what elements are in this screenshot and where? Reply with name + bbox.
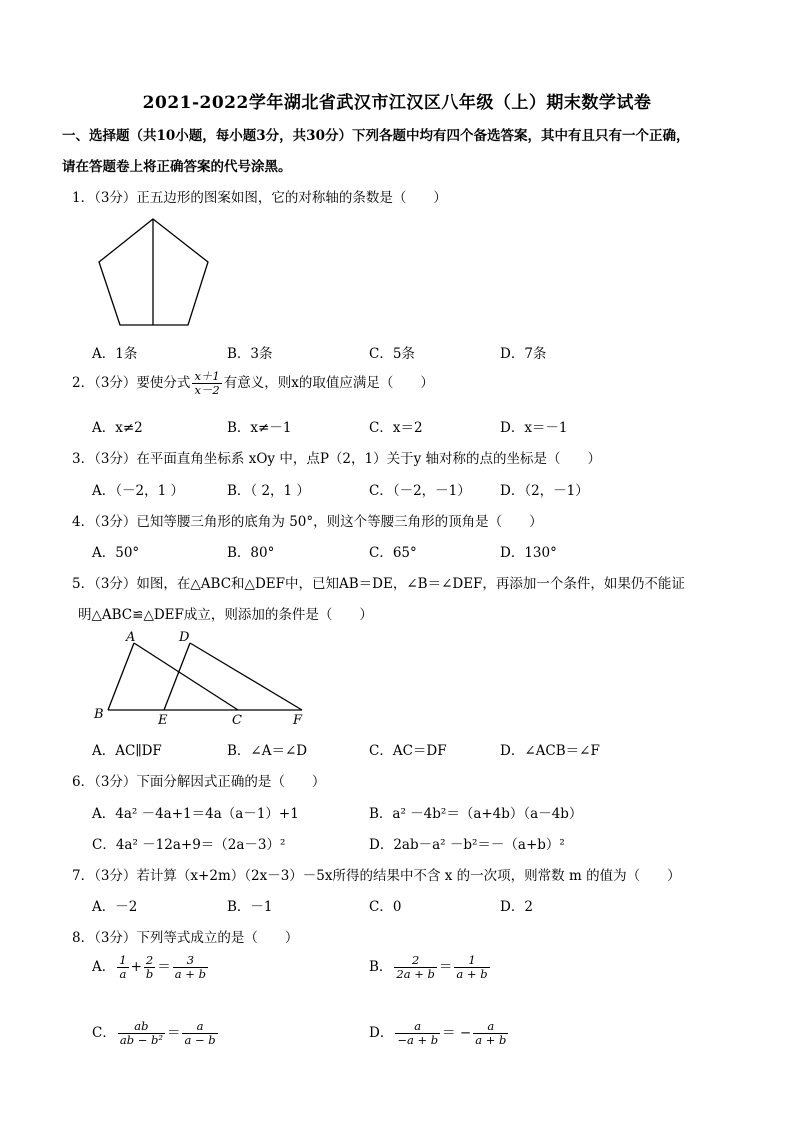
q2-stem-post: 有意义，则x的取值应满足（ ） bbox=[223, 375, 434, 391]
q8-d-frac2 bbox=[473, 1020, 508, 1047]
q2-frac-den: x－2 bbox=[194, 383, 220, 397]
q8-a-plus: + bbox=[130, 959, 142, 975]
q3-option-d: D．（2，－1） bbox=[500, 483, 589, 499]
q3-stem: 3．（3分）在平面直角坐标系 xOy 中，点P（2，1）关于y 轴对称的点的坐标是（ ） bbox=[72, 451, 601, 467]
q2-stem bbox=[72, 370, 434, 397]
q8-d-frac1 bbox=[395, 1020, 440, 1047]
q8-b-equals: ＝ bbox=[438, 959, 453, 975]
q8-a-letter: A． bbox=[92, 959, 116, 975]
q3-option-c: C．（－2，－1） bbox=[369, 483, 471, 499]
section-instructions-line2: 请在答题卷上将正确答案的代号涂黑。 bbox=[62, 159, 292, 175]
q2-option-b: B．x≠－1 bbox=[227, 420, 292, 436]
q4-option-d: D．130° bbox=[500, 545, 557, 561]
q8-option-a bbox=[92, 954, 210, 981]
q8-c-frac1-den: ab − b² bbox=[119, 1033, 163, 1047]
q8-b-frac1-den: 2a + b bbox=[396, 967, 435, 981]
q2-stem-pre: 2．（3分）要使分式 bbox=[72, 375, 191, 391]
line-df bbox=[190, 643, 302, 710]
exam-title: 2021-2022学年湖北省武汉市江汉区八年级（上）期末数学试卷 bbox=[142, 93, 652, 113]
q8-d-letter: D． bbox=[369, 1025, 394, 1041]
q8-b-frac1 bbox=[394, 954, 436, 981]
q7-option-a: A．－2 bbox=[92, 899, 138, 915]
q8-b-frac2 bbox=[454, 954, 489, 981]
q4-option-b: B．80° bbox=[227, 545, 275, 561]
q2-option-d: D．x＝－1 bbox=[500, 420, 568, 436]
q7-stem: 7．（3分）若计算（x+2m）（2x－3）－5x所得的结果中不含 x 的一次项，则常数 m 的值为（ ） bbox=[72, 868, 681, 884]
q8-a-frac3 bbox=[173, 954, 208, 981]
q3-option-a: A．（－2，1 ） bbox=[92, 483, 184, 499]
q1-option-d: D．7条 bbox=[500, 346, 547, 362]
q6-option-c: C．4a² －12a+9＝（2a－3）² bbox=[92, 837, 286, 853]
q8-a-frac2 bbox=[144, 954, 155, 981]
q8-b-frac1-num: 2 bbox=[394, 954, 436, 968]
q8-d-equals: ＝ − bbox=[442, 1025, 472, 1041]
label-c: C bbox=[232, 713, 242, 728]
q7-option-d: D．2 bbox=[500, 899, 533, 915]
label-e: E bbox=[158, 713, 168, 728]
q5-option-c: C．AC＝DF bbox=[369, 743, 447, 759]
q8-c-frac1 bbox=[118, 1020, 165, 1047]
q8-d-frac2-den: a + b bbox=[475, 1033, 507, 1047]
q8-a-frac1-den: a bbox=[119, 967, 127, 981]
q8-option-c bbox=[92, 1020, 220, 1047]
q6-stem: 6．（3分）下面分解因式正确的是（ ） bbox=[72, 774, 326, 790]
q6-option-d: D．2ab－a² －b²＝－（a+b）² bbox=[369, 837, 565, 853]
q8-a-frac1 bbox=[117, 954, 128, 981]
q8-b-frac2-num: 1 bbox=[454, 954, 489, 968]
triangles-figure bbox=[90, 628, 315, 728]
q8-c-frac2-num: a bbox=[182, 1020, 217, 1034]
q2-frac-num: x＋1 bbox=[194, 369, 220, 383]
q8-stem: 8．（3分）下列等式成立的是（ ） bbox=[72, 930, 299, 946]
q4-option-a: A．50° bbox=[92, 545, 140, 561]
q3-option-b: B．（ 2，1 ） bbox=[227, 483, 310, 499]
q8-c-frac2 bbox=[182, 1020, 217, 1047]
q6-option-a: A．4a² －4a+1＝4a（a－1）+1 bbox=[92, 806, 299, 822]
q1-option-c: C．5条 bbox=[369, 346, 415, 362]
q8-a-equals: ＝ bbox=[157, 959, 171, 975]
q8-a-frac3-num: 3 bbox=[173, 954, 208, 968]
q5-stem-line1: 5．（3分）如图，在△ABC和△DEF中，已知AB＝DE，∠B＝∠DEF，再添加一个条件，如果仍不能证 bbox=[72, 576, 685, 592]
section-instructions-line1: 一、选择题（共10小题，每小题3分，共30分）下列各题中均有四个备选答案，其中有且只有一个正确， bbox=[62, 128, 690, 144]
q5-option-a: A．AC∥DF bbox=[92, 743, 162, 759]
q8-a-frac1-num: 1 bbox=[119, 953, 127, 967]
pentagon-figure bbox=[94, 215, 214, 331]
q8-d-frac1-den: −a + b bbox=[397, 1033, 439, 1047]
q7-option-c: C．0 bbox=[369, 899, 402, 915]
q8-a-frac2-den: b bbox=[145, 967, 154, 981]
q7-option-b: B．－1 bbox=[227, 899, 273, 915]
q8-c-frac2-den: a − b bbox=[184, 1033, 216, 1047]
q8-d-frac2-num: a bbox=[473, 1020, 508, 1034]
q8-a-frac2-num: 2 bbox=[144, 954, 155, 968]
line-ab bbox=[108, 643, 134, 710]
q2-option-c: C．x＝2 bbox=[369, 420, 423, 436]
q1-option-b: B．3条 bbox=[227, 346, 273, 362]
q1-option-a: A．1条 bbox=[92, 346, 138, 362]
label-f: F bbox=[293, 713, 303, 728]
label-b: B bbox=[94, 707, 104, 722]
q4-stem: 4．（3分）已知等腰三角形的底角为 50°，则这个等腰三角形的顶角是（ ） bbox=[72, 514, 543, 530]
q5-stem-line2: 明△ABC≌△DEF成立，则添加的条件是（ ） bbox=[78, 607, 373, 623]
q2-option-a: A．x≠2 bbox=[92, 420, 143, 436]
q8-c-equals: ＝ bbox=[166, 1025, 181, 1041]
q8-d-frac1-num: a bbox=[395, 1020, 440, 1034]
q5-option-d: D．∠ACB＝∠F bbox=[500, 743, 600, 759]
q8-c-frac1-num: ab bbox=[118, 1020, 165, 1034]
label-a: A bbox=[126, 630, 136, 645]
q8-a-frac3-den: a + b bbox=[174, 967, 206, 981]
q8-b-letter: B． bbox=[369, 959, 393, 975]
label-d: D bbox=[179, 630, 190, 645]
q5-option-b: B．∠A＝∠D bbox=[227, 743, 308, 759]
q8-option-d bbox=[369, 1020, 510, 1047]
q6-option-b: B．a² －4b²＝（a+4b）（a－4b） bbox=[369, 806, 583, 822]
q1-stem: 1．（3分）正五边形的图案如图，它的对称轴的条数是（ ） bbox=[72, 190, 447, 206]
q8-option-b bbox=[369, 954, 492, 981]
q4-option-c: C．65° bbox=[369, 545, 417, 561]
q8-b-frac2-den: a + b bbox=[456, 967, 488, 981]
q8-c-letter: C． bbox=[92, 1025, 116, 1041]
q2-fraction bbox=[192, 370, 221, 397]
